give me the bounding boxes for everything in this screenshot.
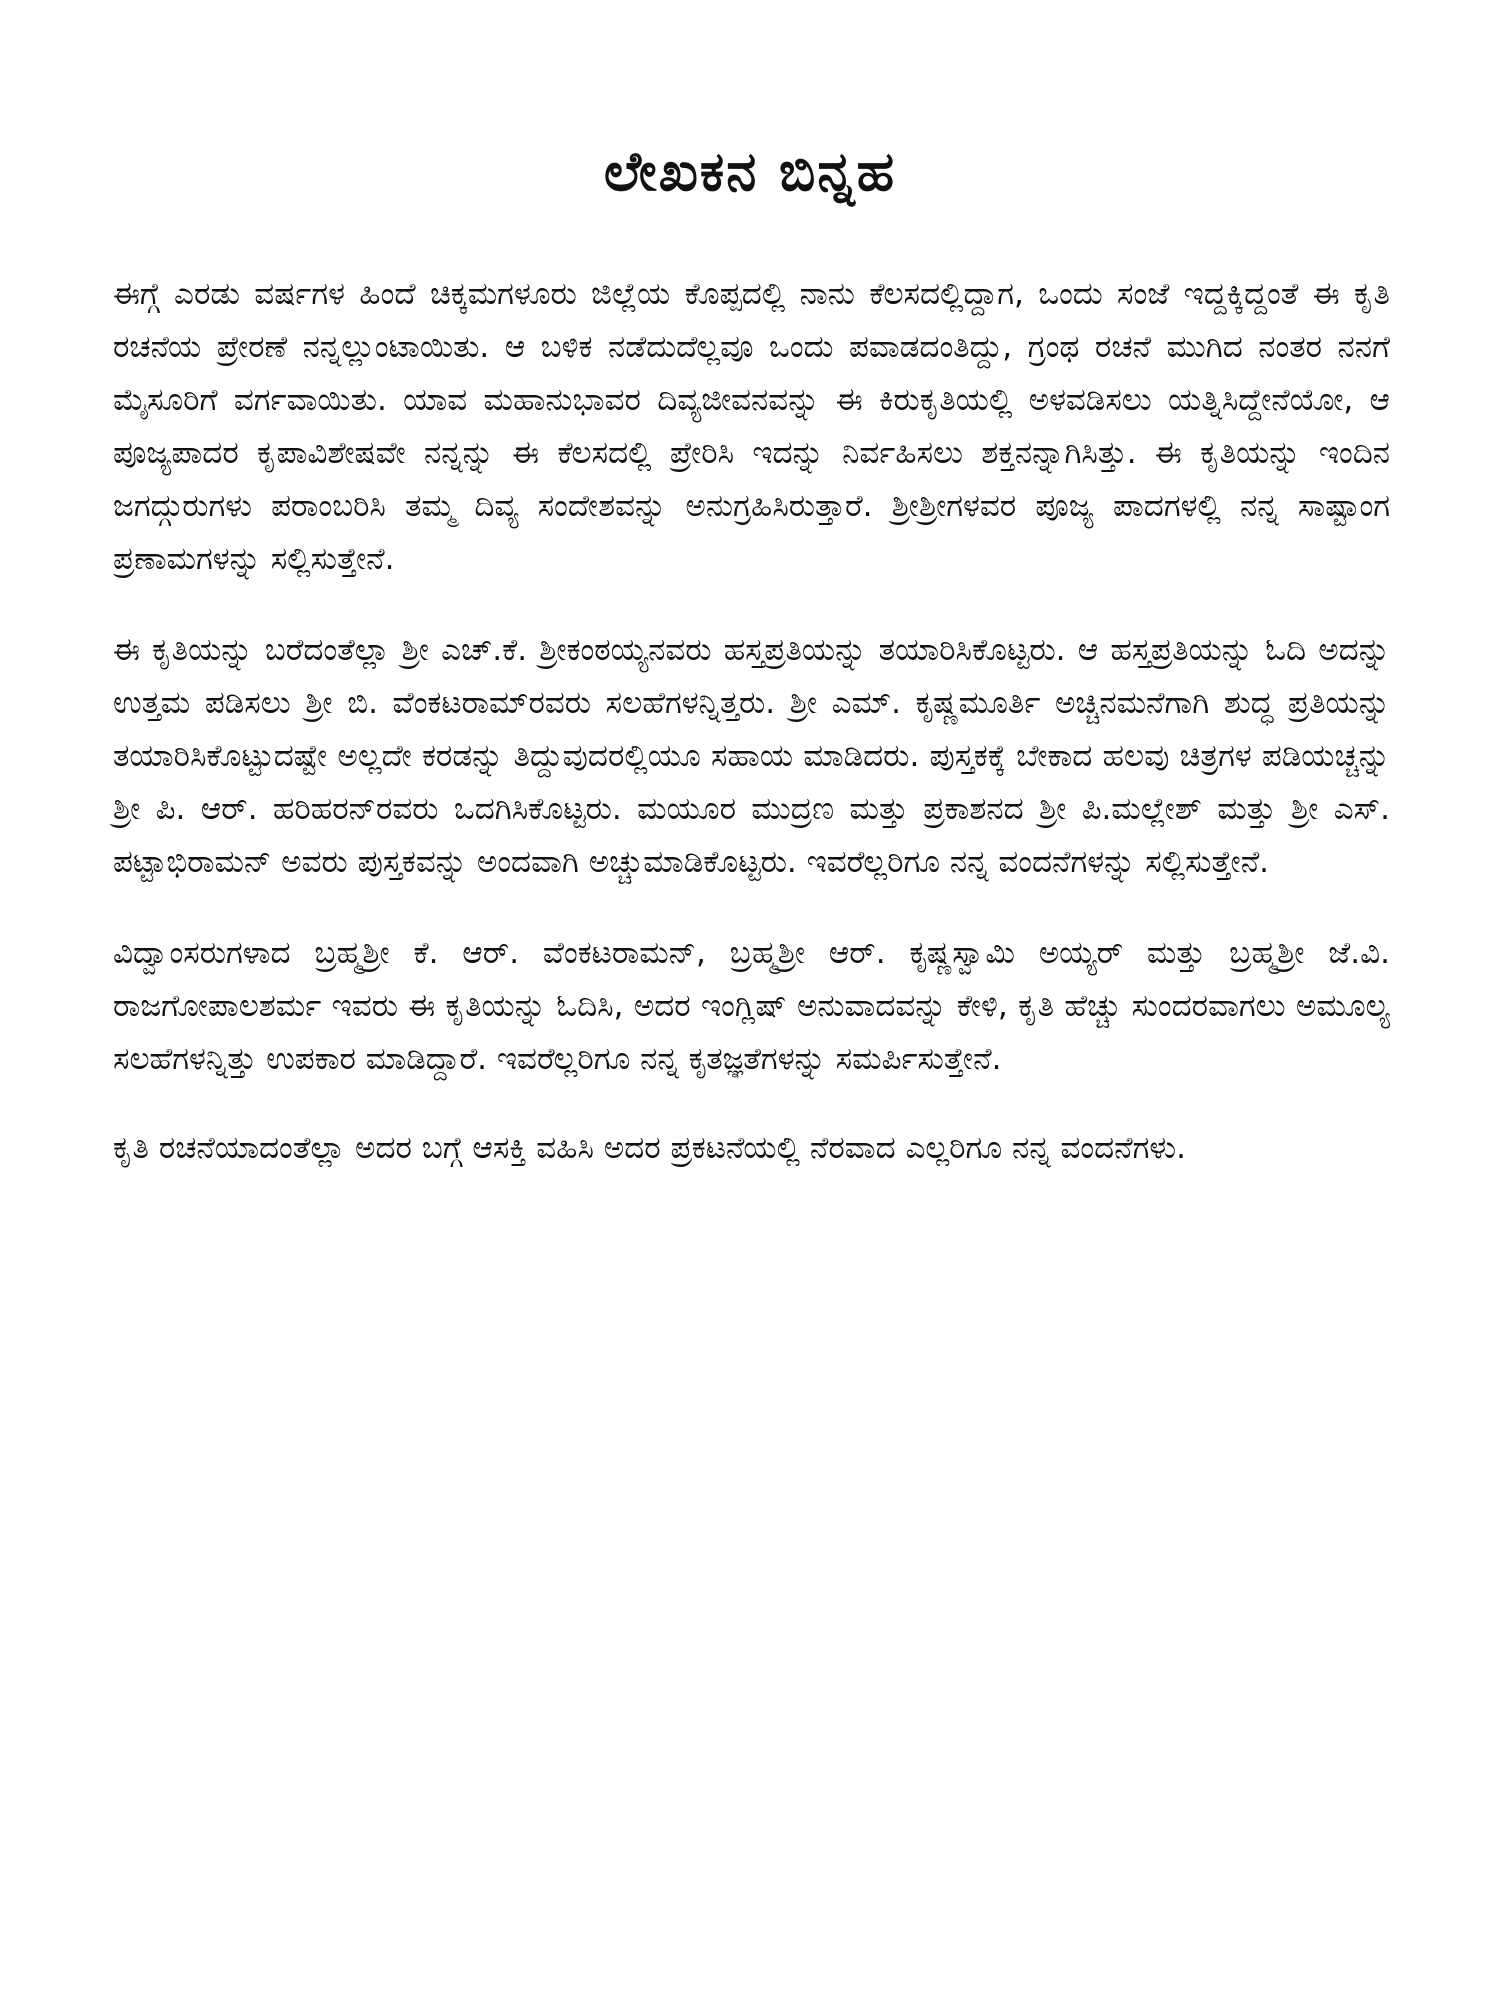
paragraph-gratitude-origin: ಈಗ್ಗೆ ಎರಡು ವರ್ಷಗಳ ಹಿಂದೆ ಚಿಕ್ಕಮಗಳೂರು ಜಿಲ್ಲೆಯ ಕೊಪ್ಪದಲ್ಲಿ ನಾನು ಕೆಲಸದಲ್ಲಿದ್ದಾಗ, ಒಂದು ಸಂಜೆ ಇದ್ದಕ್ಕಿದ್ದಂತೆ ಈ ಕೃತಿ ರಚನೆಯ ಪ್ರೇರಣೆ ನನ್ನಲ್ಲುಂಟಾಯಿತು. ಆ ಬಳಿಕ ನಡೆದುದೆಲ್ಲವೂ ಒಂದು ಪವಾಡದಂತಿದ್ದು, ಗ್ರಂಥ ರಚನೆ ಮುಗಿದ ನಂತರ ನನಗೆ ಮೈಸೂರಿಗೆ ವರ್ಗವಾಯಿತು. ಯಾವ ಮಹಾನುಭಾವರ ದಿವ್ಯಜೀವನವನ್ನು ಈ ಕಿರುಕೃತಿಯಲ್ಲಿ ಅಳವಡಿಸಲು ಯತ್ನಿಸಿದ್ದೇನೆಯೋ, ಆ ಪೂಜ್ಯಪಾದರ ಕೃಪಾವಿಶೇಷವೇ ನನ್ನನ್ನು ಈ ಕೆಲಸದಲ್ಲಿ ಪ್ರೇರಿಸಿ ಇದನ್ನು ನಿರ್ವಹಿಸಲು ಶಕ್ತನನ್ನಾಗಿಸಿತ್ತು. ಈ ಕೃತಿಯನ್ನು ಇಂದಿನ ಜಗದ್ಗುರುಗಳು ಪರಾಂಬರಿಸಿ ತಮ್ಮ ದಿವ್ಯ ಸಂದೇಶವನ್ನು ಅನುಗ್ರಹಿಸಿರುತ್ತಾರೆ. ಶ್ರೀಶ್ರೀಗಳವರ ಪೂಜ್ಯ ಪಾದಗಳಲ್ಲಿ ನನ್ನ ಸಾಷ್ಟಾಂಗ ಪ್ರಣಾಮಗಳನ್ನು ಸಲ್ಲಿಸುತ್ತೇನೆ. <box>113 276 1390 577</box>
paragraph-acknowledgements-scholars: ವಿದ್ವಾಂಸರುಗಳಾದ ಬ್ರಹ್ಮಶ್ರೀ ಕೆ. ಆರ್. ವೆಂಕಟರಾಮನ್, ಬ್ರಹ್ಮಶ್ರೀ ಆರ್. ಕೃಷ್ಣಸ್ವಾಮಿ ಅಯ್ಯರ್ ಮತ್ತು ಬ್ರಹ್ಮಶ್ರೀ ಜೆ.ವಿ. ರಾಜಗೋಪಾಲಶರ್ಮ ಇವರು ಈ ಕೃತಿಯನ್ನು ಓದಿಸಿ, ಅದರ ಇಂಗ್ಲಿಷ್ ಅನುವಾದವನ್ನು ಕೇಳಿ, ಕೃತಿ ಹೆಚ್ಚು ಸುಂದರವಾಗಲು ಅಮೂಲ್ಯ ಸಲಹೆಗಳನ್ನಿತ್ತು ಉಪಕಾರ ಮಾಡಿದ್ದಾರೆ. ಇವರೆಲ್ಲರಿಗೂ ನನ್ನ ಕೃತಜ್ಞತೆಗಳನ್ನು ಸಮರ್ಪಿಸುತ್ತೇನೆ. <box>113 935 1390 1077</box>
paragraph-acknowledgements-helpers: ಈ ಕೃತಿಯನ್ನು ಬರೆದಂತೆಲ್ಲಾ ಶ್ರೀ ಎಚ್.ಕೆ. ಶ್ರೀಕಂಠಯ್ಯನವರು ಹಸ್ತಪ್ರತಿಯನ್ನು ತಯಾರಿಸಿಕೊಟ್ಟರು. ಆ ಹಸ್ತಪ್ರತಿಯನ್ನು ಓದಿ ಅದನ್ನು ಉತ್ತಮ ಪಡಿಸಲು ಶ್ರೀ ಬಿ. ವೆಂಕಟರಾಮ್‌ರವರು ಸಲಹೆಗಳನ್ನಿತ್ತರು. ಶ್ರೀ ಎಮ್. ಕೃಷ್ಣಮೂರ್ತಿ ಅಚ್ಚಿನಮನೆಗಾಗಿ ಶುದ್ಧ ಪ್ರತಿಯನ್ನು ತಯಾರಿಸಿಕೊಟ್ಟುದಷ್ಟೇ ಅಲ್ಲದೇ ಕರಡನ್ನು ತಿದ್ದುವುದರಲ್ಲಿಯೂ ಸಹಾಯ ಮಾಡಿದರು. ಪುಸ್ತಕಕ್ಕೆ ಬೇಕಾದ ಹಲವು ಚಿತ್ರಗಳ ಪಡಿಯಚ್ಚನ್ನು ಶ್ರೀ ಪಿ. ಆರ್. ಹರಿಹರನ್‌ರವರು ಒದಗಿಸಿಕೊಟ್ಟರು. ಮಯೂರ ಮುದ್ರಣ ಮತ್ತು ಪ್ರಕಾಶನದ ಶ್ರೀ ಪಿ.ಮಲ್ಲೇಶ್ ಮತ್ತು ಶ್ರೀ ಎಸ್. ಪಟ್ಟಾಭಿರಾಮನ್ ಅವರು ಪುಸ್ತಕವನ್ನು ಅಂದವಾಗಿ ಅಚ್ಚುಮಾಡಿಕೊಟ್ಟರು. ಇವರೆಲ್ಲರಿಗೂ ನನ್ನ ವಂದನೆಗಳನ್ನು ಸಲ್ಲಿಸುತ್ತೇನೆ. <box>113 632 1390 880</box>
paragraph-closing-thanks: ಕೃತಿ ರಚನೆಯಾದಂತೆಲ್ಲಾ ಅದರ ಬಗ್ಗೆ ಆಸಕ್ತಿ ವಹಿಸಿ ಅದರ ಪ್ರಕಟನೆಯಲ್ಲಿ ನೆರವಾದ ಎಲ್ಲರಿಗೂ ನನ್ನ ವಂದನೆಗಳು. <box>113 1130 1186 1166</box>
document-body <box>113 268 1390 1211</box>
page-title: ಲೇಖಕನ ಬಿನ್ನಹ <box>603 140 897 203</box>
